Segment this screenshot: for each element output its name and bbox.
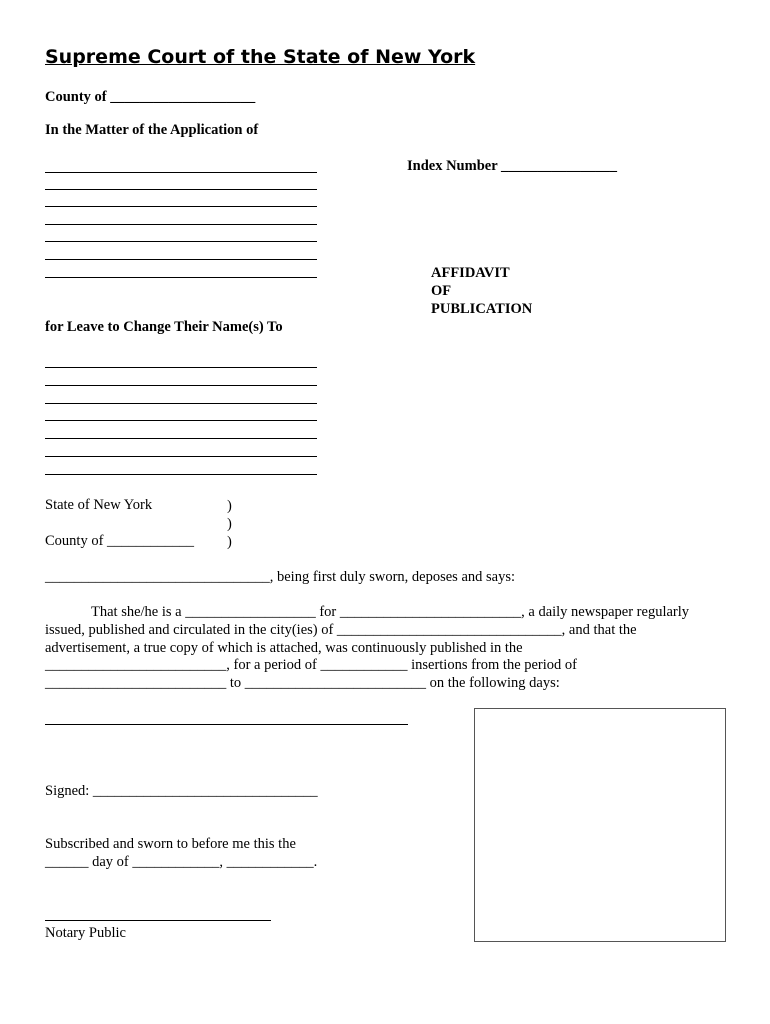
new-name-line[interactable] <box>45 367 317 368</box>
leave-heading: for Leave to Change Their Name(s) To <box>45 319 283 335</box>
venue-paren: ) <box>227 534 232 550</box>
applicant-name-line[interactable] <box>45 259 317 260</box>
new-name-line[interactable] <box>45 474 317 475</box>
venue-paren: ) <box>227 516 232 532</box>
body-line: That she/he is a __________________ for _________________________, a daily newspaper regularly <box>91 604 690 620</box>
new-name-line[interactable] <box>45 438 317 439</box>
venue-state: State of New York <box>45 497 153 513</box>
applicant-name-line[interactable] <box>45 277 317 278</box>
body-line: _________________________, for a period of ____________ insertions from the period of <box>45 657 577 673</box>
notary-signature-line[interactable] <box>45 920 271 921</box>
new-name-line[interactable] <box>45 456 317 457</box>
applicant-name-line[interactable] <box>45 224 317 225</box>
applicant-name-line[interactable] <box>45 172 317 173</box>
document-title: Supreme Court of the State of New York <box>45 46 476 68</box>
affidavit-title-line-3: PUBLICATION <box>431 301 533 317</box>
affidavit-title-line-2: OF <box>431 283 452 299</box>
days-line[interactable] <box>45 724 408 725</box>
venue-county: County of ____________ <box>45 533 195 549</box>
index-number: Index Number ________________ <box>407 158 617 174</box>
body-line: _________________________ to _________________________ on the following days: <box>45 675 560 691</box>
deponent-line: _______________________________, being first duly sworn, deposes and says: <box>45 569 516 585</box>
body-line: issued, published and circulated in the city(ies) of _______________________________, and that the <box>45 622 637 638</box>
new-name-line[interactable] <box>45 403 317 404</box>
affidavit-title-line-1: AFFIDAVIT <box>431 265 510 281</box>
applicant-name-line[interactable] <box>45 241 317 242</box>
matter-heading: In the Matter of the Application of <box>45 122 259 138</box>
newspaper-clipping-box <box>474 708 726 942</box>
venue-paren: ) <box>227 498 232 514</box>
applicant-name-line[interactable] <box>45 206 317 207</box>
sworn-line-1: Subscribed and sworn to before me this the <box>45 836 296 852</box>
applicant-name-line[interactable] <box>45 189 317 190</box>
new-name-line[interactable] <box>45 420 317 421</box>
signed-line: Signed: _______________________________ <box>45 783 318 799</box>
sworn-line-2: ______ day of ____________, ____________. <box>45 854 318 870</box>
notary-label: Notary Public <box>45 925 126 941</box>
county-line: County of ____________________ <box>45 89 256 105</box>
body-line: advertisement, a true copy of which is attached, was continuously published in the <box>45 640 523 656</box>
new-name-line[interactable] <box>45 385 317 386</box>
